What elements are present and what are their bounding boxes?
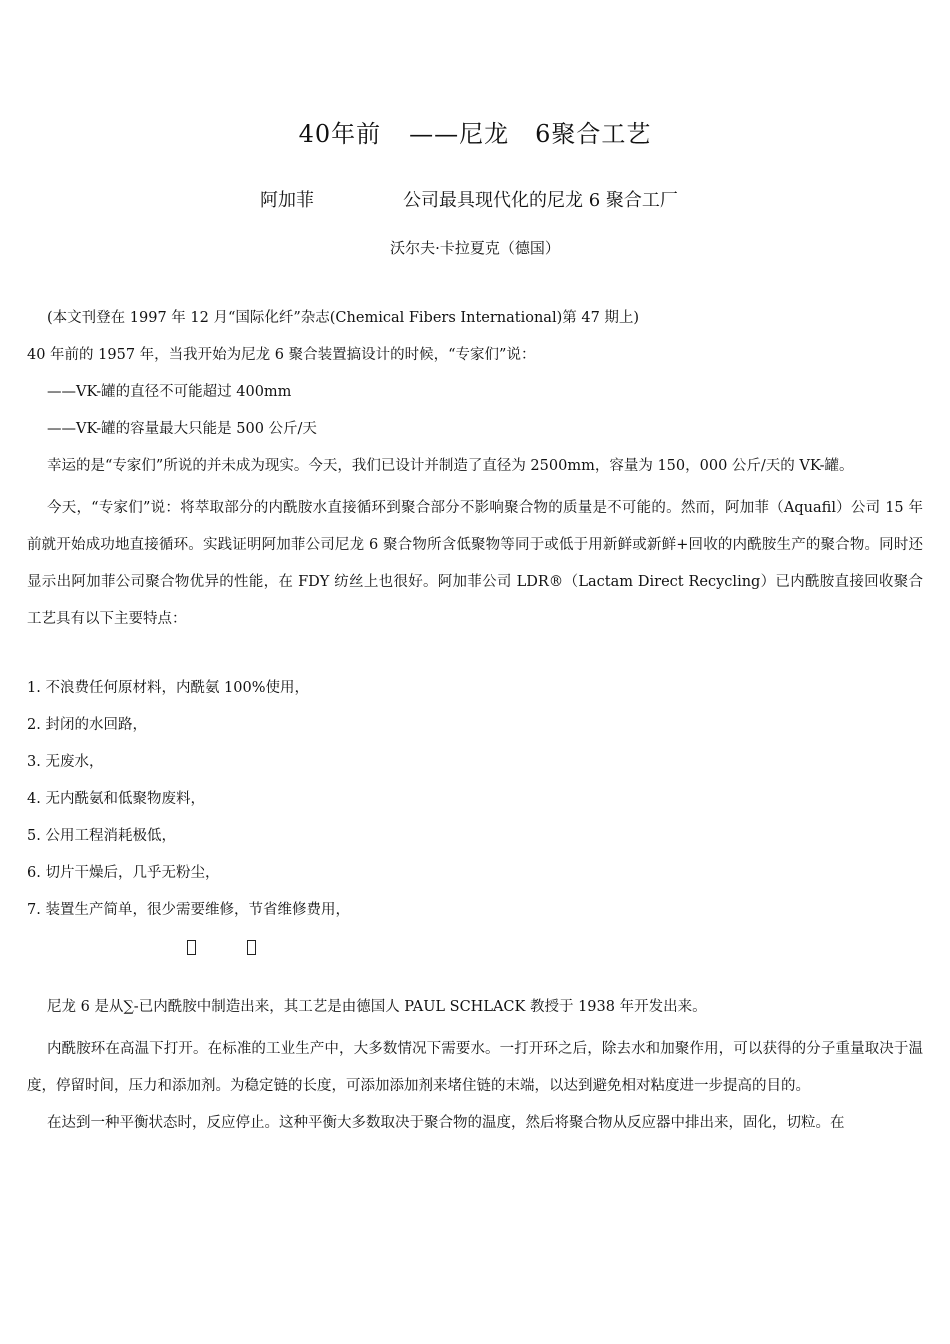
feature-item: 7. 装置生产简单，很少需要维修，节省维修费用，: [27, 902, 350, 918]
section2-paragraph-1: 尼龙 6 是从∑-已内酰胺中制造出来，其工艺是由德国人 PAUL SCHLACK 教授于 1938 年开发出来。: [47, 999, 707, 1015]
intro-paragraph: 40 年前的 1957 年，当我开始为尼龙 6 聚合装置搞设计的时候，“专家们”说：: [27, 347, 536, 363]
author-line: 沃尔夫·卡拉夏克（德国）: [390, 239, 560, 257]
feature-item: 3. 无废水，: [27, 754, 104, 770]
missing-glyph-row: [27, 934, 923, 994]
subtitle-company: 阿加菲: [260, 190, 314, 211]
title-part-nylon: ——尼龙: [409, 120, 510, 148]
article-body: [27, 305, 923, 1153]
missing-glyph-icon: [187, 940, 196, 955]
feature-item: 2. 封闭的水回路，: [27, 717, 147, 733]
feature-item: 4. 无内酰氨和低聚物废料，: [27, 791, 205, 807]
title-part-years: 40年前: [298, 120, 382, 148]
today-paragraph: 今天，“专家们”说：将萃取部分的内酰胺水直接循环到聚合部分不影响聚合物的质量是不可能的。然而，阿加菲（Aquafil）公司 15 年前就开始成功地直接循环。实践证明阿加菲公司尼龙 6 聚合物所含低聚物等同于或低于用新鲜或新鲜+回收的内酰胺生产的聚合物。同时还显示出阿加菲公司聚合物优异的性能，在 FDY 纺丝上也很好。阿加菲公司 LDR®（Lactam Direct Recycling）已内酰胺直接回收聚合工艺具有以下主要特点：: [27, 500, 923, 627]
section2-paragraph-3: 在达到一种平衡状态时，反应停止。这种平衡大多数取决于聚合物的温度，然后将聚合物从反应器中排出来，固化，切粒。在: [47, 1115, 845, 1131]
document-title: [0, 114, 950, 149]
section2-paragraph-2: 内酰胺环在高温下打开。在标准的工业生产中，大多数情况下需要水。一打开环之后，除去水和加聚作用，可以获得的分子重量取决于温度，停留时间，压力和添加剂。为稳定链的长度，可添加添加剂来堵住链的末端，以达到避免相对粘度进一步提高的目的。: [27, 1041, 923, 1094]
feature-item: 5. 公用工程消耗极低，: [27, 828, 176, 844]
feature-list: [27, 675, 923, 934]
title-part-process: 6聚合工艺: [535, 120, 652, 148]
missing-glyph-icon: [247, 940, 256, 955]
expert-claim-capacity: ——VK-罐的容量最大只能是 500 公斤/天: [47, 421, 317, 437]
feature-item: 6. 切片干燥后，几乎无粉尘，: [27, 865, 220, 881]
feature-item: 1. 不浪费任何原材料，内酰氨 100%使用，: [27, 680, 310, 696]
source-note: (本文刊登在 1997 年 12 月“国际化纤”杂志(Chemical Fibers International)第 47 期上): [47, 310, 640, 326]
subtitle-text: 公司最具现代化的尼龙 6 聚合工厂: [403, 190, 678, 211]
spacer: [27, 649, 923, 675]
expert-claim-diameter: ——VK-罐的直径不可能超过 400mm: [47, 384, 292, 400]
lucky-paragraph: 幸运的是“专家们”所说的并未成为现实。今天，我们已设计并制造了直径为 2500mm，容量为 150，000 公斤/天的 VK-罐。: [47, 458, 854, 474]
